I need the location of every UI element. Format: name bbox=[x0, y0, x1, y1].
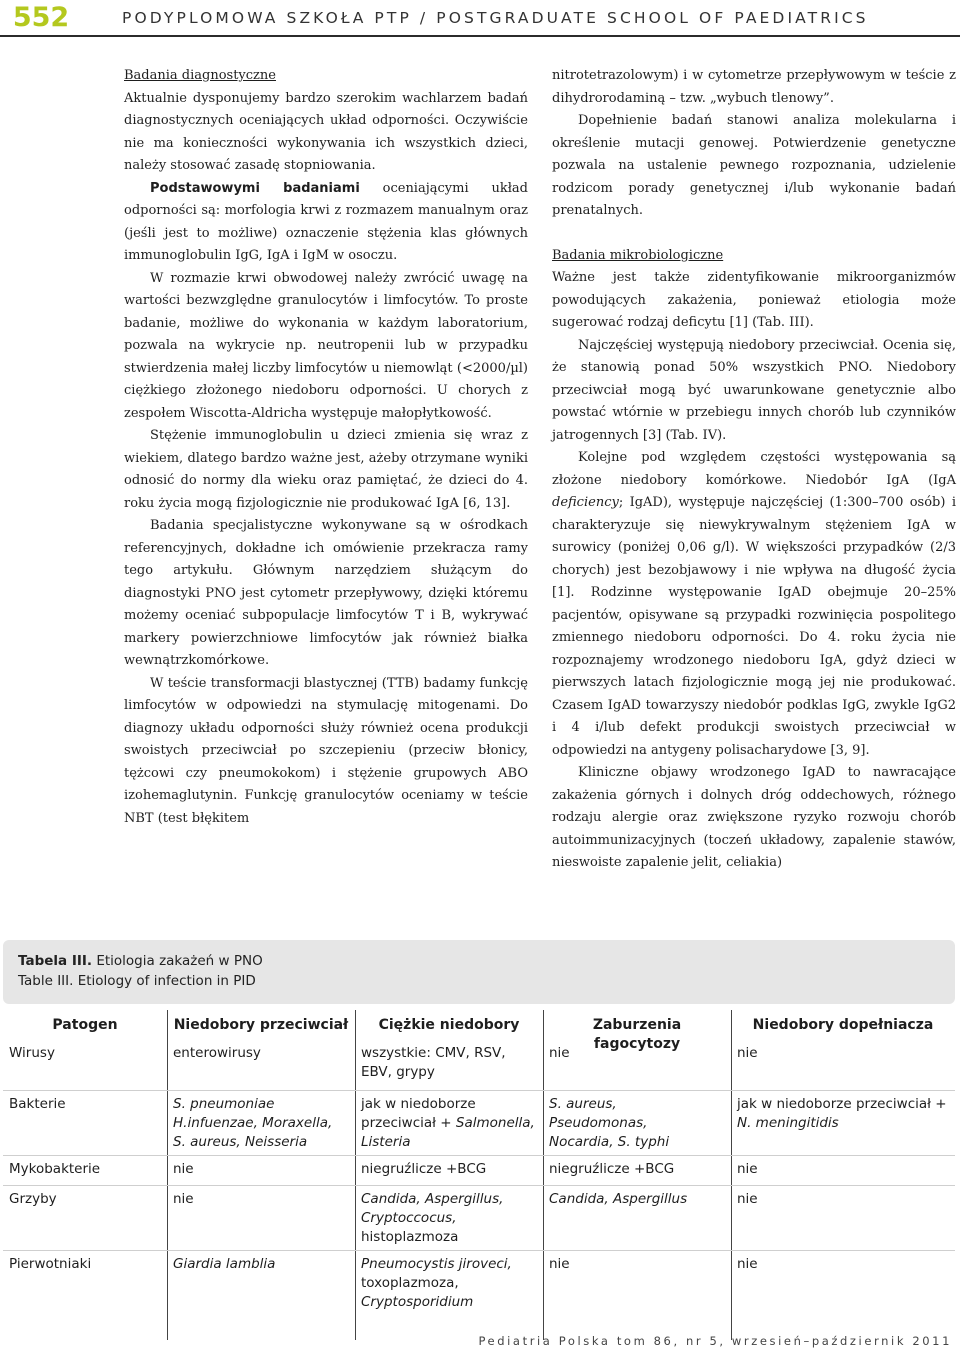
paragraph: Najczęściej występują niedobory przeciwciał. Ocenia się, że stanowią ponad 50% wszystkich PNO. Niedobory przeciwciał mogą być uwarunkowane genetycznie albo powstać wtórnie w przebiegu innych chorób lub czynników jatrogennych [3] (Tab. IV). bbox=[552, 337, 956, 443]
table-cell bbox=[731, 1091, 955, 1137]
table-row bbox=[3, 1186, 955, 1251]
table-cell: enterowirusy bbox=[173, 1045, 261, 1061]
left-column bbox=[124, 65, 528, 830]
table-header-row bbox=[3, 1010, 955, 1052]
table-row bbox=[3, 1251, 955, 1317]
table-cell: nie bbox=[737, 1045, 758, 1061]
cell-text: N. meningitidis bbox=[737, 1115, 839, 1131]
table-cell: nie bbox=[737, 1256, 758, 1272]
paragraph: Badania specjalistyczne wykonywane są w ośrodkach referencyjnych, dokładne ich omówienie przekracza ramy tego artykułu. Głównym narzędziem służącym do diagnostyki PNO jest cytometr przepływowy, dzięki któremu możemy oceniać subpopulacje limfocytów T i B, wykrywać markery powierzchniowe limfocytów jak również białka wewnątrzkomórkowe. bbox=[124, 518, 528, 668]
cell-text: jak w niedoborze przeciwciał + bbox=[361, 1096, 476, 1131]
table-cell: niegruźlicze +BCG bbox=[361, 1161, 487, 1177]
table-cell: Bakterie bbox=[9, 1096, 66, 1112]
table-label: Tabela III. bbox=[18, 953, 93, 969]
paragraph: W rozmazie krwi obwodowej należy zwrócić uwagę na wartości bezwzględne granulocytów i limfocytów. To proste badanie, możliwe do wykonania w każdym laboratorium, pozwala na wykrycie np. neutropenii lub w przypadku stwierdzenia małej liczby limfocytów u niemowląt (<2000/µl) ciężkiego złożonego niedoboru odporności. U chorych z zespołem Wiscotta-Aldricha występuje małopłytkowość. bbox=[124, 270, 528, 421]
journal-footer: Pediatria Polska tom 86, nr 5, wrzesień–październik 2011 bbox=[478, 1334, 952, 1348]
table-cell bbox=[167, 1091, 355, 1156]
paragraph bbox=[552, 447, 956, 762]
table-header-cell: Ciężkie niedobory bbox=[378, 1017, 520, 1033]
table-header-cell: Niedobory dopełniacza bbox=[752, 1017, 934, 1033]
table-cell bbox=[543, 1091, 731, 1156]
table-cell: Pierwotniaki bbox=[9, 1256, 92, 1272]
paragraph: Ważne jest także zidentyfikowanie mikroorganizmów powodujących zakażenia, ponieważ etiologia może sugerować rodzaj deficytu [1] (Tab. III). bbox=[552, 270, 956, 330]
cell-text: Salmonella, bbox=[455, 1115, 535, 1131]
table-cell: wszystkie: CMV, RSV, EBV, grypy bbox=[361, 1045, 506, 1080]
table-row bbox=[3, 1040, 955, 1091]
cell-line: S. aureus, Neisseria bbox=[173, 1134, 308, 1150]
page-number: 552 bbox=[12, 2, 70, 33]
cell-text: jak w niedoborze przeciwciał + bbox=[737, 1096, 947, 1112]
etiology-table bbox=[3, 1010, 955, 1317]
cell-line: Listeria bbox=[361, 1134, 411, 1150]
table-cell bbox=[355, 1091, 543, 1156]
cell-line: H.infuenzae, Moraxella, bbox=[173, 1115, 333, 1131]
table-cell bbox=[355, 1186, 543, 1251]
table-cell: Wirusy bbox=[9, 1045, 55, 1061]
paragraph: nitrotetrazolowym) i w cytometrze przepływowym w teście z dihydrorodaminą – tzw. „wybuch tlenowy”. bbox=[552, 68, 956, 106]
cell-line: Pseudomonas, bbox=[549, 1115, 648, 1131]
cell-line: toxoplazmoza, bbox=[361, 1275, 459, 1291]
table-row bbox=[3, 1091, 955, 1156]
right-column bbox=[552, 65, 956, 875]
table-caption-text: Etiologia zakażeń w PNO bbox=[92, 953, 263, 969]
paragraph: Kliniczne objawy wrodzonego IgAD to nawracające zakażenia górnych i dolnych dróg oddechowych, różnego rodzaju alergie oraz zwiększone ryzyko rozwoju chorób autoimmunizacyjnych (toczeń układowy, zapalenie stawów, nieswoiste zapalenie jelit, celiakia) bbox=[552, 765, 956, 870]
cell-line: S. pneumoniae bbox=[173, 1096, 275, 1112]
table-cell: nie bbox=[173, 1191, 194, 1207]
paragraph: Dopełnienie badań stanowi analiza molekularna i określenie mutacji genowej. Potwierdzenie genetyczne pozwala na ustalenie pewnego rozpoznania, udzielenie rodzicom porady genetycznej i/lub wykonanie badań prenatalnych. bbox=[552, 113, 956, 218]
table-caption-pl bbox=[18, 953, 263, 969]
cell-line: Pneumocystis jiroveci, bbox=[361, 1256, 512, 1272]
table-caption-en: Table III. Etiology of infection in PID bbox=[18, 973, 256, 989]
section-heading: Badania mikrobiologiczne bbox=[552, 247, 724, 263]
running-header: PODYPLOMOWA SZKOŁA PTP / POSTGRADUATE SCHOOL OF PAEDIATRICS bbox=[122, 9, 869, 27]
paragraph: Stężenie immunoglobulin u dzieci zmienia się wraz z wiekiem, dlatego bardzo ważne jest, ażeby otrzymane wyniki odnosić do normy dla wieku oraz pamiętać, że dzieci do 4. roku życia mogą fizjologicznie nie produkować IgA [6, 13]. bbox=[124, 428, 528, 511]
table-cell: nie bbox=[549, 1045, 570, 1061]
cell-line: histoplazmoza bbox=[361, 1229, 459, 1245]
cell-line: Cryptoccocus, bbox=[361, 1210, 457, 1226]
table-cell: Candida, Aspergillus bbox=[549, 1191, 688, 1207]
header-rule bbox=[0, 35, 960, 37]
table-cell: Mykobakterie bbox=[9, 1161, 101, 1177]
table-cell bbox=[355, 1251, 543, 1316]
cell-line: Candida, Aspergillus, bbox=[361, 1191, 504, 1207]
paragraph: Aktualnie dysponujemy bardzo szerokim wachlarzem badań diagnostycznych oceniających układ odporności. Oczywiście nie ma konieczności wykonywania ich wszystkich dzieci, należy stosować zasadę stopniowania. bbox=[124, 90, 528, 173]
cell-line: S. aureus, bbox=[549, 1096, 617, 1112]
paragraph-text: Kolejne pod względem częstości występowania są złożone niedobory komórkowe. Niedobór IgA (IgA bbox=[552, 450, 956, 488]
paragraph: W teście transformacji blastycznej (TTB) badamy funkcję limfocytów w odpowiedzi na stymulację mitogenami. Do diagnozy układu odporności służy również ocena produkcji swoistych przeciwciał po szczepieniu (przeciw błonicy, tężcowi czy pneumokokom) i stężenie grupowych ABO izohemaglutynin. Funkcję granulocytów oceniamy w teście NBT (test błękitem bbox=[124, 675, 528, 826]
bold-term: Podstawowymi badaniami bbox=[150, 180, 360, 196]
table-cell: nie bbox=[737, 1191, 758, 1207]
paragraph-text: oceniającymi układ odporności są: morfologia krwi z rozmazem manualnym oraz (jeśli jest to możliwe) oznaczenie stężenia klas głównych immunoglobulin IgG, IgA i IgM w osoczu. bbox=[124, 180, 528, 263]
cell-line: Nocardia, S. typhi bbox=[549, 1134, 670, 1150]
italic-term: deficiency bbox=[552, 495, 619, 510]
cell-line: Cryptosporidium bbox=[361, 1294, 474, 1310]
table-header-cell: Niedobory przeciwciał bbox=[173, 1017, 349, 1033]
table-cell: niegruźlicze +BCG bbox=[549, 1161, 675, 1177]
paragraph bbox=[124, 178, 528, 268]
section-heading: Badania diagnostyczne bbox=[124, 68, 276, 83]
table-cell: nie bbox=[549, 1256, 570, 1272]
table-header-cell: Zaburzenia fagocytozy bbox=[592, 1017, 682, 1052]
table-row bbox=[3, 1156, 955, 1186]
table-cell: nie bbox=[737, 1161, 758, 1177]
paragraph-text: ; IgAD), występuje najczęściej (1:300–700 osób) i charakteryzuje się niewykrywalnym stężeniem IgA w surowicy (poniżej 0,06 g/l). W większości przypadków (2/3 chorych) jest bezobjawowy i nie wpływa na długość życia [1]. Rodzinne występowanie IgAD obejmuje 20–25% pacjentów, opisywane są przypadki rozwinięcia pospolitego zmiennego niedoboru odporności. Do 4. roku życia nie rozpoznajemy wrodzonego niedoboru IgA, gdyż dzieci w pierwszych latach fizjologicznie mogą jej nie produkować. Czasem IgAD towarzyszy niedobór podklas IgG, zwykle IgG2 i 4 i/lub defekt produkcji swoistych przeciwciał w odpowiedzi na antygeny polisacharydowe [3, 9]. bbox=[552, 495, 956, 758]
table-cell: Grzyby bbox=[9, 1191, 57, 1207]
table-caption-box bbox=[3, 940, 955, 1004]
table-cell: Giardia lamblia bbox=[173, 1256, 276, 1272]
table-cell: nie bbox=[173, 1161, 194, 1177]
table-header-cell: Patogen bbox=[52, 1017, 118, 1033]
